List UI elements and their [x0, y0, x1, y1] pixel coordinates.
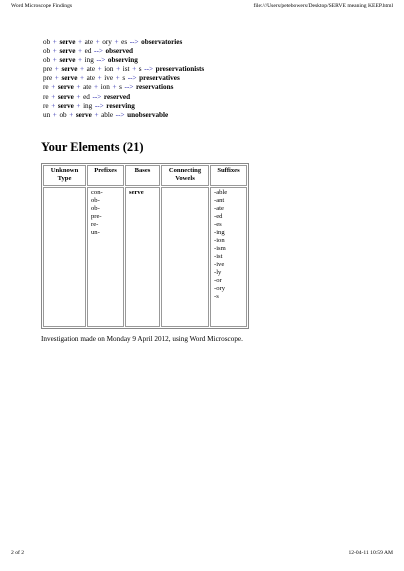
- affix-morpheme: ed: [83, 92, 90, 101]
- column-header-suffixes: Suffixes: [210, 165, 247, 186]
- suffix-item: -ing: [214, 229, 225, 236]
- plus-sign: +: [51, 92, 56, 101]
- result-word: preservatives: [139, 74, 180, 83]
- base-morpheme: serve: [59, 47, 76, 56]
- word-formula: [43, 56, 204, 65]
- word-formula: [43, 47, 204, 56]
- affix-morpheme: s: [119, 83, 122, 92]
- affix-morpheme: re: [43, 92, 49, 101]
- affix-morpheme: re: [43, 83, 49, 92]
- elements-table: [41, 163, 249, 329]
- base-morpheme: serve: [59, 38, 76, 46]
- base-morpheme: serve: [61, 65, 78, 74]
- affix-morpheme: ing: [83, 101, 93, 110]
- connecting-vowels-cell: [161, 187, 209, 327]
- suffix-item: -ist: [214, 253, 223, 260]
- result-arrow: -->: [124, 83, 134, 92]
- plus-sign: +: [95, 38, 100, 46]
- base-morpheme: serve: [59, 56, 76, 65]
- result-arrow: -->: [92, 92, 102, 101]
- suffix-item: -ate: [214, 205, 224, 212]
- affix-morpheme: ate: [83, 83, 92, 92]
- plus-sign: +: [51, 83, 56, 92]
- word-formula: [43, 111, 204, 120]
- base-morpheme: serve: [61, 74, 78, 83]
- column-header-bases: Bases: [125, 165, 160, 186]
- elements-heading: Your Elements (21): [41, 140, 144, 154]
- suffix-item: -or: [214, 277, 222, 284]
- affix-morpheme: ate: [86, 65, 96, 74]
- plus-sign: +: [52, 47, 57, 56]
- base-morpheme: serve: [57, 101, 74, 110]
- prefix-item: un-: [91, 229, 100, 236]
- affix-morpheme: ive: [104, 74, 114, 83]
- suffix-item: -ive: [214, 261, 225, 268]
- plus-sign: +: [114, 38, 119, 46]
- suffix-item: -ly: [214, 269, 222, 276]
- result-word: unobservable: [127, 110, 169, 119]
- print-datetime: 12-04-11 10:59 AM: [348, 550, 393, 556]
- page-header-title: Word Microscope Findings: [11, 3, 73, 9]
- base-morpheme: serve: [57, 83, 74, 92]
- plus-sign: +: [78, 38, 83, 46]
- prefix-item: con-: [91, 189, 103, 196]
- plus-sign: +: [76, 92, 81, 101]
- plus-sign: +: [112, 83, 117, 92]
- affix-morpheme: ion: [104, 65, 114, 74]
- result-arrow: -->: [94, 47, 103, 56]
- plus-sign: +: [54, 74, 59, 83]
- plus-sign: +: [78, 56, 83, 65]
- plus-sign: +: [52, 56, 57, 65]
- affix-morpheme: ory: [102, 38, 112, 46]
- elements-table-header-row: [43, 165, 247, 186]
- affix-morpheme: ist: [122, 65, 130, 74]
- plus-sign: +: [76, 101, 81, 110]
- word-formula: [43, 65, 204, 74]
- word-formula: [43, 38, 204, 47]
- page-header-path: file:///Users/petebowers/Desktop/SERVE meaning KEEP.html: [253, 3, 393, 9]
- plus-sign: +: [94, 83, 99, 92]
- affix-morpheme: able: [101, 110, 114, 119]
- result-word: observing: [107, 56, 138, 65]
- base-morpheme: serve: [75, 110, 92, 119]
- bases-cell: [125, 187, 160, 327]
- result-word: preservationists: [155, 65, 205, 74]
- prefix-item: re-: [91, 221, 99, 228]
- affix-morpheme: s: [138, 65, 142, 74]
- investigation-note: Investigation made on Monday 9 April 2012, using Word Microscope.: [41, 335, 243, 343]
- affix-morpheme: pre: [43, 74, 53, 83]
- prefixes-cell: [87, 187, 124, 327]
- affix-morpheme: ob: [43, 56, 51, 65]
- affix-morpheme: re: [43, 101, 49, 110]
- affix-morpheme: ob: [43, 47, 51, 56]
- suffix-item: -able: [214, 189, 228, 196]
- suffix-item: -es: [214, 221, 222, 228]
- word-formula: [43, 102, 204, 111]
- plus-sign: +: [54, 65, 59, 74]
- suffix-item: -ory: [214, 285, 225, 292]
- result-arrow: -->: [144, 65, 154, 74]
- suffix-item: -ion: [214, 237, 225, 244]
- affix-morpheme: ob: [43, 38, 51, 46]
- affix-morpheme: un: [43, 110, 51, 119]
- suffixes-cell: [210, 187, 247, 327]
- plus-sign: +: [80, 74, 85, 83]
- plus-sign: +: [78, 47, 83, 56]
- column-header-prefixes: Prefixes: [87, 165, 124, 186]
- word-formula: [43, 93, 204, 102]
- elements-table-row: [43, 187, 247, 327]
- column-header-connecting-vowels: Connecting Vowels: [161, 165, 209, 186]
- plus-sign: +: [97, 74, 102, 83]
- plus-sign: +: [132, 65, 137, 74]
- result-word: reserving: [106, 101, 135, 110]
- result-word: reservations: [135, 83, 174, 92]
- affix-morpheme: ion: [100, 83, 110, 92]
- affix-morpheme: es: [121, 38, 128, 46]
- affix-morpheme: ing: [84, 56, 94, 65]
- result-arrow: -->: [129, 38, 139, 46]
- plus-sign: +: [51, 101, 56, 110]
- result-word: observatories: [141, 38, 183, 46]
- result-arrow: -->: [94, 101, 104, 110]
- affix-morpheme: s: [122, 74, 126, 83]
- affix-morpheme: ed: [84, 47, 92, 56]
- result-word: reserved: [103, 92, 131, 101]
- plus-sign: +: [76, 83, 81, 92]
- suffix-item: -ant: [214, 197, 225, 204]
- word-formula: [43, 74, 204, 83]
- plus-sign: +: [97, 65, 102, 74]
- word-formula-list: [43, 38, 204, 120]
- plus-sign: +: [52, 110, 57, 119]
- result-arrow: -->: [127, 74, 137, 83]
- affix-morpheme: pre: [43, 65, 53, 74]
- prefix-item: ob-: [91, 197, 100, 204]
- plus-sign: +: [115, 74, 120, 83]
- result-arrow: -->: [96, 56, 106, 65]
- plus-sign: +: [52, 38, 57, 46]
- base-item: serve: [129, 189, 144, 196]
- result-arrow: -->: [115, 110, 125, 119]
- suffix-item: -ed: [214, 213, 223, 220]
- result-word: observed: [105, 47, 134, 56]
- affix-morpheme: ob: [59, 110, 67, 119]
- suffix-item: -ism: [214, 245, 226, 252]
- plus-sign: +: [116, 65, 121, 74]
- affix-morpheme: ate: [86, 74, 96, 83]
- plus-sign: +: [94, 110, 99, 119]
- prefix-item: pre-: [91, 213, 102, 220]
- base-morpheme: serve: [57, 92, 74, 101]
- plus-sign: +: [80, 65, 85, 74]
- word-formula: [43, 83, 204, 92]
- suffix-item: -s: [214, 293, 219, 300]
- plus-sign: +: [69, 110, 74, 119]
- unknown-cell: [43, 187, 86, 327]
- page-number: 2 of 2: [11, 550, 25, 556]
- prefix-item: ob-: [91, 205, 100, 212]
- column-header-unknown-type: Unknown Type: [43, 165, 86, 186]
- affix-morpheme: ate: [84, 38, 94, 46]
